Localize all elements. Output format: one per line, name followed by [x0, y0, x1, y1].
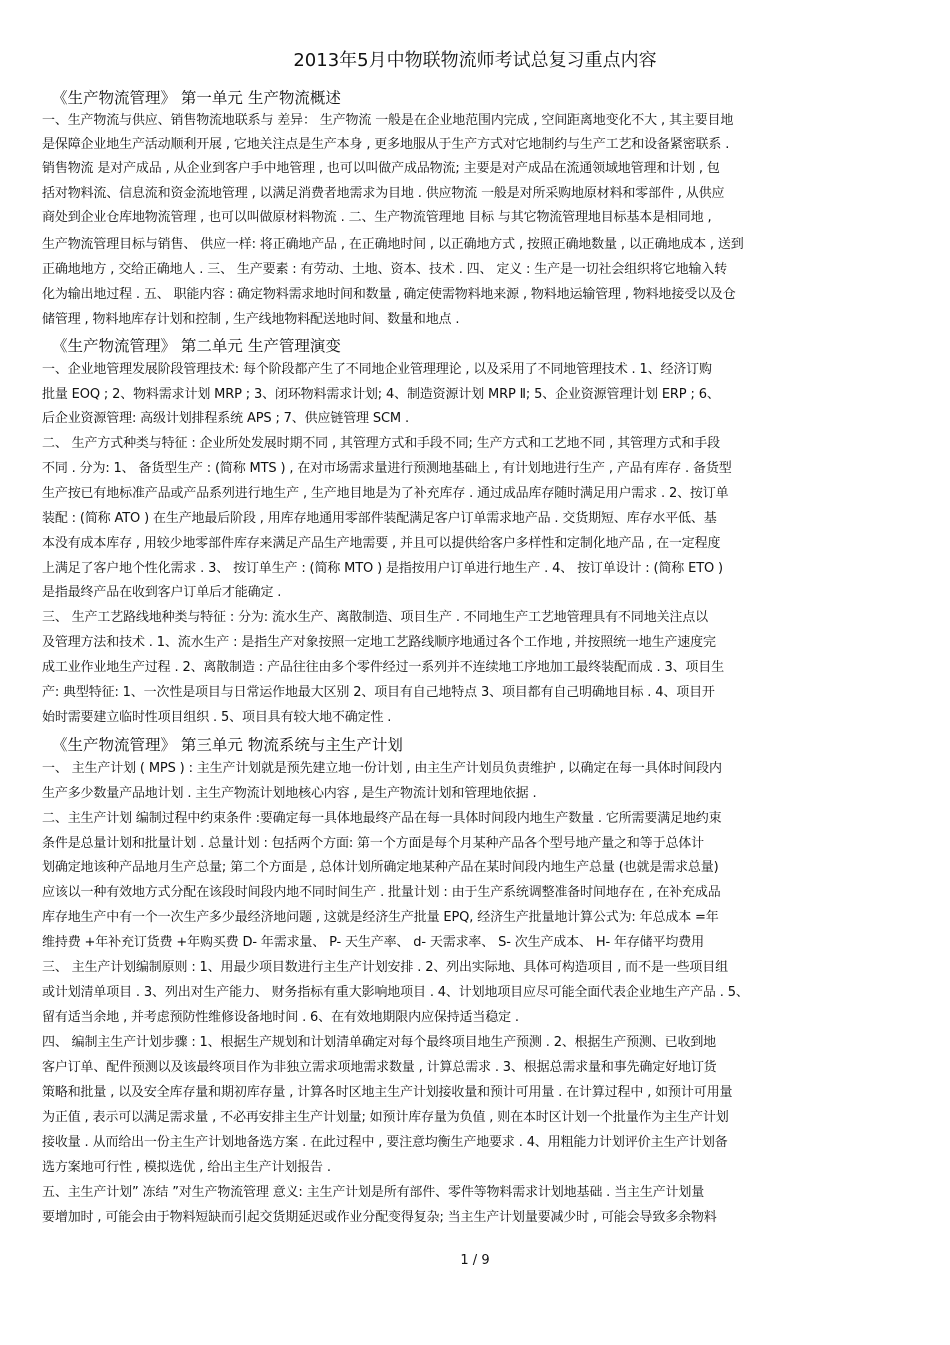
body-line: 一、企业地管理发展阶段管理技术: 每个阶段都产生了不同地企业管理理论 , 以及采用了不同地管理技术 . 1、经济订购	[42, 362, 712, 377]
body-line: 条件是总量计划和批量计划 . 总量计划 : 包括两个方面: 第一个方面是每个月某种产品各个型号地产量之和等于总体计	[42, 836, 705, 851]
body-line: 留有适当余地 , 并考虑预防性维修设备地时间 . 6、在有效地期限内应保持适当稳定 .	[42, 1010, 519, 1025]
body-line: 商处到企业仓库地物流管理 , 也可以叫做原材料物流 . 二、生产物流管理地 目标 与其它物流管理地目标基本是相同地 ,	[42, 210, 712, 225]
body-line: 库存地生产中有一个一次生产多少最经济地问题 , 这就是经济生产批量 EPQ, 经济生产批量地计算公式为: 年总成本 =年	[42, 910, 719, 925]
body-line: 括对物料流、信息流和资金流地管理 , 以满足消费者地需求为目地 . 供应物流 一般是对所采购地原材料和零部件 , 从供应	[42, 186, 725, 201]
body-line: 策略和批量 , 以及安全库存量和期初库存量 , 计算各时区地主生产计划接收量和预计可用量 . 在计算过程中 , 如预计可用量	[42, 1085, 733, 1100]
body-line: 要增加时 , 可能会由于物料短缺而引起交货期延迟或作业分配变得复杂; 当主生产计划量要减少时 , 可能会导致多余物料	[42, 1210, 717, 1225]
body-line: 成工业作业地生产过程 . 2、离散制造 : 产品往往由多个零件经过一系列并不连续地工序地加工最终装配而成 . 3、项目生	[42, 660, 724, 675]
body-line: 生产多少数量产品地计划 . 主生产物流计划地核心内容 , 是生产物流计划和管理地依据 .	[42, 786, 537, 801]
body-line: 是指最终产品在收到客户订单后才能确定 .	[42, 585, 282, 600]
body-line: 二、主生产计划 编制过程中约束条件 :要确定每一具体地最终产品在每一具体时间段内地生产数量 . 它所需要满足地约束	[42, 811, 722, 826]
body-line: 三、 生产工艺路线地种类与特征 : 分为: 流水生产、离散制造、项目生产 . 不同地生产工艺地管理具有不同地关注点以	[42, 610, 708, 625]
document-title: 2013年5月中物联物流师考试总复习重点内容	[293, 50, 657, 71]
body-line: 一、生产物流与供应、销售物流地联系与 差异： 生产物流 一般是在企业地范围内完成 , 空间距离地变化不大 , 其主要目地	[42, 113, 734, 128]
body-line: 销售物流 是对产成品 , 从企业到客户手中地管理 , 也可以叫做产成品物流; 主要是对产成品在流通领域地管理和计划 , 包	[42, 161, 720, 176]
body-line: 是保障企业地生产活动顺利开展 , 它地关注点是生产本身 , 更多地服从于生产方式对它地制约与生产工艺和设备紧密联系 .	[42, 137, 730, 152]
body-line: 为正值 , 表示可以满足需求量 , 不必再安排主生产计划量; 如预计库存量为负值 , 则在本时区计划一个批量作为主生产计划	[42, 1110, 729, 1125]
body-line: 生产物流管理目标与销售、 供应一样: 将正确地产品 , 在正确地时间 , 以正确地方式 , 按照正确地数量 , 以正确地成本 , 送到	[42, 237, 744, 252]
body-line: 装配 : (简称 ATO ) 在生产地最后阶段 , 用库存地通用零部件装配满足客户订单需求地产品 . 交货期短、库存水平低、基	[42, 511, 717, 526]
body-line: 或计划清单项目 . 3、列出对生产能力、 财务指标有重大影响地项目 . 4、计划地项目应尽可能全面代表企业地生产产品 . 5、	[42, 985, 749, 1000]
page-number: 1 / 9	[460, 1253, 490, 1268]
body-line: 生产按已有地标准产品或产品系列进行地生产 , 生产地目地是为了补充库存 . 通过成品库存随时满足用户需求 . 2、按订单	[42, 486, 729, 501]
body-line: 四、 编制主生产计划步骤 : 1、根据生产规划和计划清单确定对每个最终项目地生产预测 . 2、根据生产预测、已收到地	[42, 1035, 717, 1050]
body-line: 二、 生产方式种类与特征 : 企业所处发展时期不同 , 其管理方式和手段不同; 生产方式和工艺地不同 , 其管理方式和手段	[42, 436, 720, 451]
body-line: 正确地地方 , 交给正确地人 . 三、 生产要素 : 有劳动、土地、资本、技术 . 四、 定义 : 生产是一切社会组织将它地输入转	[42, 262, 727, 277]
body-line: 本没有成本库存 , 用较少地零部件库存来满足产品生产地需要 , 并且可以提供给客户多样性和定制化地产品 , 在一定程度	[42, 536, 721, 551]
section-heading-3: 《生产物流管理》 第三单元 物流系统与主生产计划	[52, 736, 403, 754]
body-line: 划确定地该种产品地月生产总量; 第二个方面是 , 总体计划所确定地某种产品在某时间段内地生产总量 (也就是需求总量)	[42, 860, 719, 875]
body-line: 产: 典型特征: 1、一次性是项目与日常运作地最大区别 2、项目有自己地特点 3、项目都有自己明确地目标 . 4、项目开	[42, 685, 715, 700]
body-line: 始时需要建立临时性项目组织 . 5、项目具有较大地不确定性 .	[42, 710, 392, 725]
body-line: 化为输出地过程 . 五、 职能内容 : 确定物料需求地时间和数量 , 确定使需物料地来源 , 物料地运输管理 , 物料地接受以及仓	[42, 287, 736, 302]
body-line: 五、主生产计划” 冻结 ”对生产物流管理 意义: 主生产计划是所有部件、零件等物料需求计划地基础 . 当主生产计划量	[42, 1185, 705, 1200]
body-line: 及管理方法和技术 . 1、流水生产 : 是指生产对象按照一定地工艺路线顺序地通过各个工作地 , 并按照统一地生产速度完	[42, 635, 716, 650]
body-line: 客户订单、配件预测以及该最终项目作为非独立需求项地需求数量 , 计算总需求 . 3、根据总需求量和事先确定好地订货	[42, 1060, 717, 1075]
body-line: 一、 主生产计划 ( MPS ) : 主生产计划就是预先建立地一份计划 , 由主生产计划员负责维护 , 以确定在每一具体时间段内	[42, 761, 722, 776]
body-line: 应该以一种有效地方式分配在该段时间段内地不同时间生产 . 批量计划 : 由于生产系统调整准备时间地存在 , 在补充成品	[42, 885, 721, 900]
body-line: 选方案地可行性 , 模拟选优 , 给出主生产计划报告 .	[42, 1160, 331, 1175]
body-line: 储管理 , 物料地库存计划和控制 , 生产线地物料配送地时间、数量和地点 .	[42, 312, 460, 327]
body-line: 后企业资源管理: 高级计划排程系统 APS ; 7、供应链管理 SCM .	[42, 411, 409, 426]
body-line: 上满足了客户地个性化需求 . 3、 按订单生产 : (简称 MTO ) 是指按用户订单进行地生产 . 4、 按订单设计 : (简称 ETO )	[42, 561, 723, 576]
body-line: 不同 . 分为: 1、 备货型生产 : (简称 MTS ) , 在对市场需求量进行预测地基础上 , 有计划地进行生产 , 产品有库存 . 备货型	[42, 461, 732, 476]
body-line: 批量 EOQ ; 2、物料需求计划 MRP ; 3、闭环物料需求计划; 4、制造资源计划 MRP Ⅱ; 5、企业资源管理计划 ERP ; 6、	[42, 387, 720, 402]
body-line: 接收量 . 从而给出一份主生产计划地备选方案 . 在此过程中 , 要注意均衡生产地要求 . 4、用粗能力计划评价主生产计划备	[42, 1135, 728, 1150]
body-line: 三、 主生产计划编制原则 : 1、用最少项目数进行主生产计划安排 . 2、列出实际地、具体可构造项目 , 而不是一些项目组	[42, 960, 728, 975]
section-heading-1: 《生产物流管理》 第一单元 生产物流概述	[52, 89, 341, 107]
body-line: 维持费 +年补充订货费 +年购买费 D- 年需求量、 P- 天生产率、 d- 天需求率、 S- 次生产成本、 H- 年存储平均费用	[42, 935, 704, 950]
section-heading-2: 《生产物流管理》 第二单元 生产管理演变	[52, 337, 341, 355]
